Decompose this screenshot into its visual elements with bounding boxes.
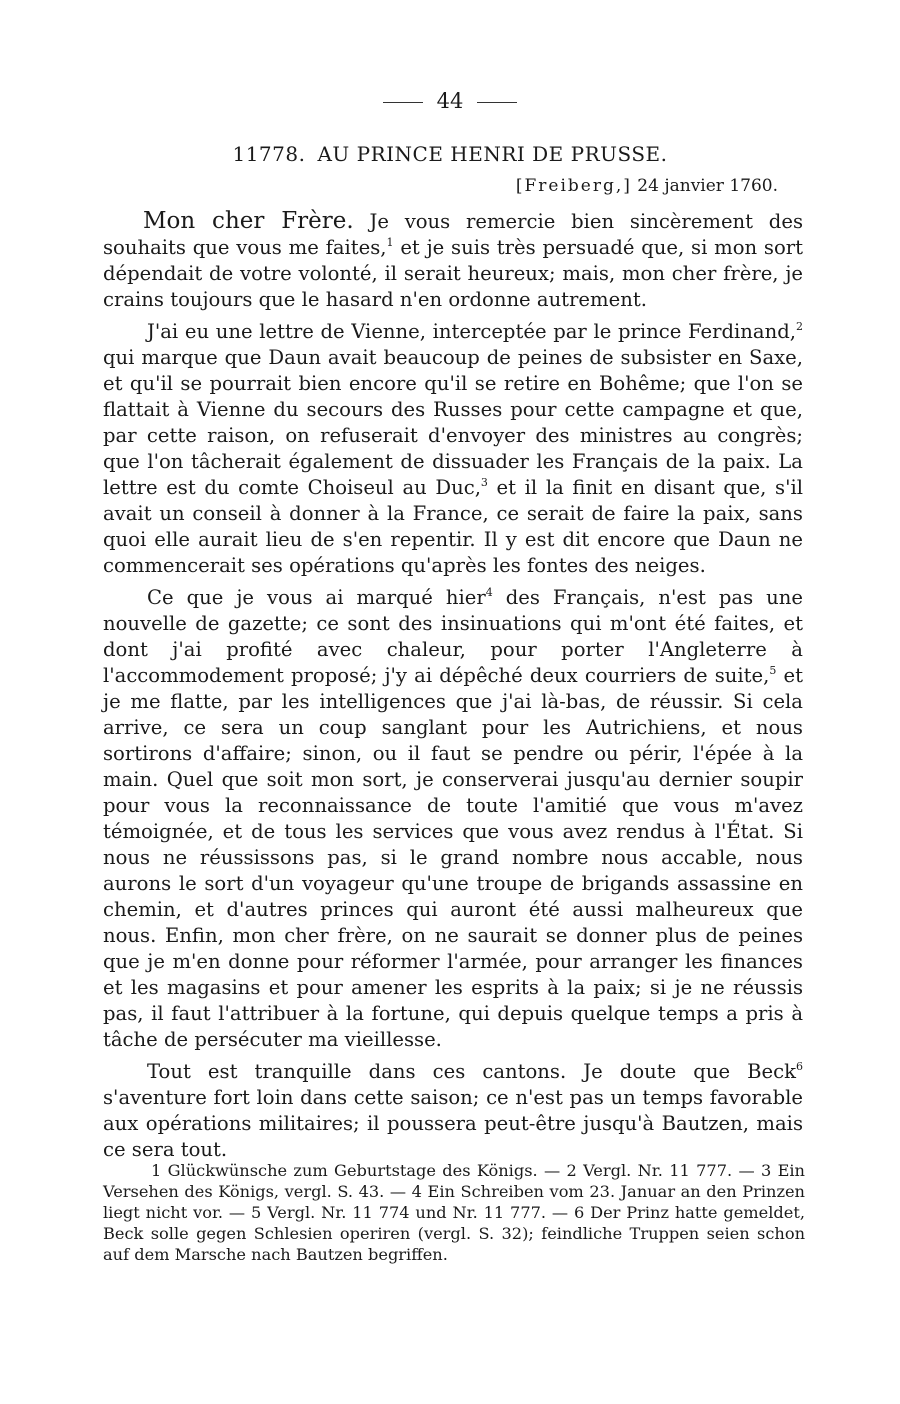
letter-place: [Freiberg,]: [515, 176, 632, 196]
letter-title: [0, 142, 900, 166]
footnote-ref-4: 4: [485, 586, 493, 599]
paragraph-2: [103, 319, 803, 579]
letter-number: 11778.: [232, 142, 306, 166]
footnotes: [103, 1160, 805, 1265]
footnote-ref-1: 1: [386, 236, 394, 249]
paragraph-2-text-b: qui marque que Daun avait beaucoup de peines de subsister en Saxe, et qu'il se pourrait bien encore qu'il se retire en Bohême; que l'on se flattait à Vienne du secours des Russes pour cette campagne et que, par cette raison, on refuserait d'envoyer des ministres au congrès; que l'on tâcherait également de dissuader les Français de la paix. La lettre est du comte Choiseul au Duc,: [103, 346, 803, 499]
paragraph-3: [103, 585, 803, 1053]
letter-date: 24 janvier 1760.: [637, 176, 778, 196]
header-rule-right: [477, 102, 517, 103]
footnotes-text: 1 Glückwünsche zum Geburtstage des Königs. — 2 Vergl. Nr. 11 777. — 3 Ein Versehen des Königs, vergl. S. 43. — 4 Ein Schreiben vom 23. Januar an den Prinzen liegt nicht vor. — 5 Vergl. Nr. 11 774 und Nr. 11 777. — 6 Der Prinz hatte gemeldet, Beck solle gegen Schlesien operiren (vergl. S. 32); feindliche Truppen seien schon auf dem Marsche nach Bautzen begriffen.: [103, 1161, 805, 1264]
paragraph-4-text-a: Tout est tranquille dans ces cantons. Je doute que Beck: [147, 1060, 796, 1083]
paragraph-1-text-a: Je vous remercie bien sincèrement des souhaits que vous me faites,: [103, 210, 803, 259]
page-number: 44: [436, 89, 464, 113]
page-header: [0, 86, 900, 116]
paragraph-4-text-b: s'aventure fort loin dans cette saison; ce n'est pas un temps favorable aux opérations militaires; il poussera peut-être jusqu'à Bautzen, mais ce sera tout.: [103, 1086, 803, 1161]
footnote-ref-6: 6: [796, 1060, 803, 1073]
paragraph-2-text-c: et il la finit en disant que, s'il avait un conseil à donner à la France, ce serait de faire la paix, sans quoi elle aurait lieu de s'en repentir. Il y est dit encore que Daun ne commencerait ses opérations qu'après les fontes des neiges.: [103, 476, 803, 577]
paragraph-4: [103, 1059, 803, 1163]
paragraph-3-text-c: et je me flatte, par les intelligences que j'ai là-bas, de réussir. Si cela arrive, ce sera un coup sanglant pour les Autrichiens, et nous sortirons d'affaire; sinon, ou il faut se pendre ou périr, l'épée à la main. Quel que soit mon sort, je conserverai jusqu'au dernier soupir pour vous la reconnaissance de toute l'amitié que vous m'avez témoignée, et de tous les services que vous avez rendus à l'État. Si nous ne réussissons pas, si le grand nombre nous accable, nous aurons le sort d'un voyageur qu'une troupe de brigands assassine en chemin, et d'autres princes qui auront été aussi malheureux que nous. Enfin, mon cher frère, on ne saurait se donner plus de peines que je m'en donne pour réformer l'armée, pour arranger les finances et les magasins et pour amener les esprits à la paix; si je ne réussis pas, il faut l'attribuer à la fortune, qui depuis quelque temps a pris à tâche de persécuter ma vieillesse.: [103, 664, 803, 1051]
paragraph-2-text-a: J'ai eu une lettre de Vienne, interceptée par le prince Ferdinand,: [147, 320, 796, 343]
paragraph-1: [103, 208, 803, 313]
footnote-ref-2: 2: [796, 320, 803, 333]
paragraph-3-text-a: Ce que je vous ai marqué hier: [147, 586, 486, 609]
letter-body: [103, 208, 803, 1163]
paragraph-3-text-b: des Français, n'est pas une nouvelle de gazette; ce sont des insinuations qui m'ont été faites, et dont j'ai profité avec chaleur, pour porter l'Angleterre à l'accommodement proposé; j'y ai dépêché deux courriers de suite,: [103, 586, 803, 687]
footnote-ref-5: 5: [769, 664, 777, 677]
salutation: Mon cher Frère.: [143, 208, 354, 234]
letter-recipient: AU PRINCE HENRI DE PRUSSE.: [317, 142, 668, 166]
footnote-ref-3: 3: [480, 476, 488, 489]
paragraph-1-text-b: et je suis très persuadé que, si mon sort dépendait de votre volonté, il serait heureux; mais, mon cher frère, je crains toujours que le hasard n'en ordonne autrement.: [103, 236, 803, 311]
letter-dateline: [516, 176, 778, 196]
header-rule-left: [383, 102, 423, 103]
